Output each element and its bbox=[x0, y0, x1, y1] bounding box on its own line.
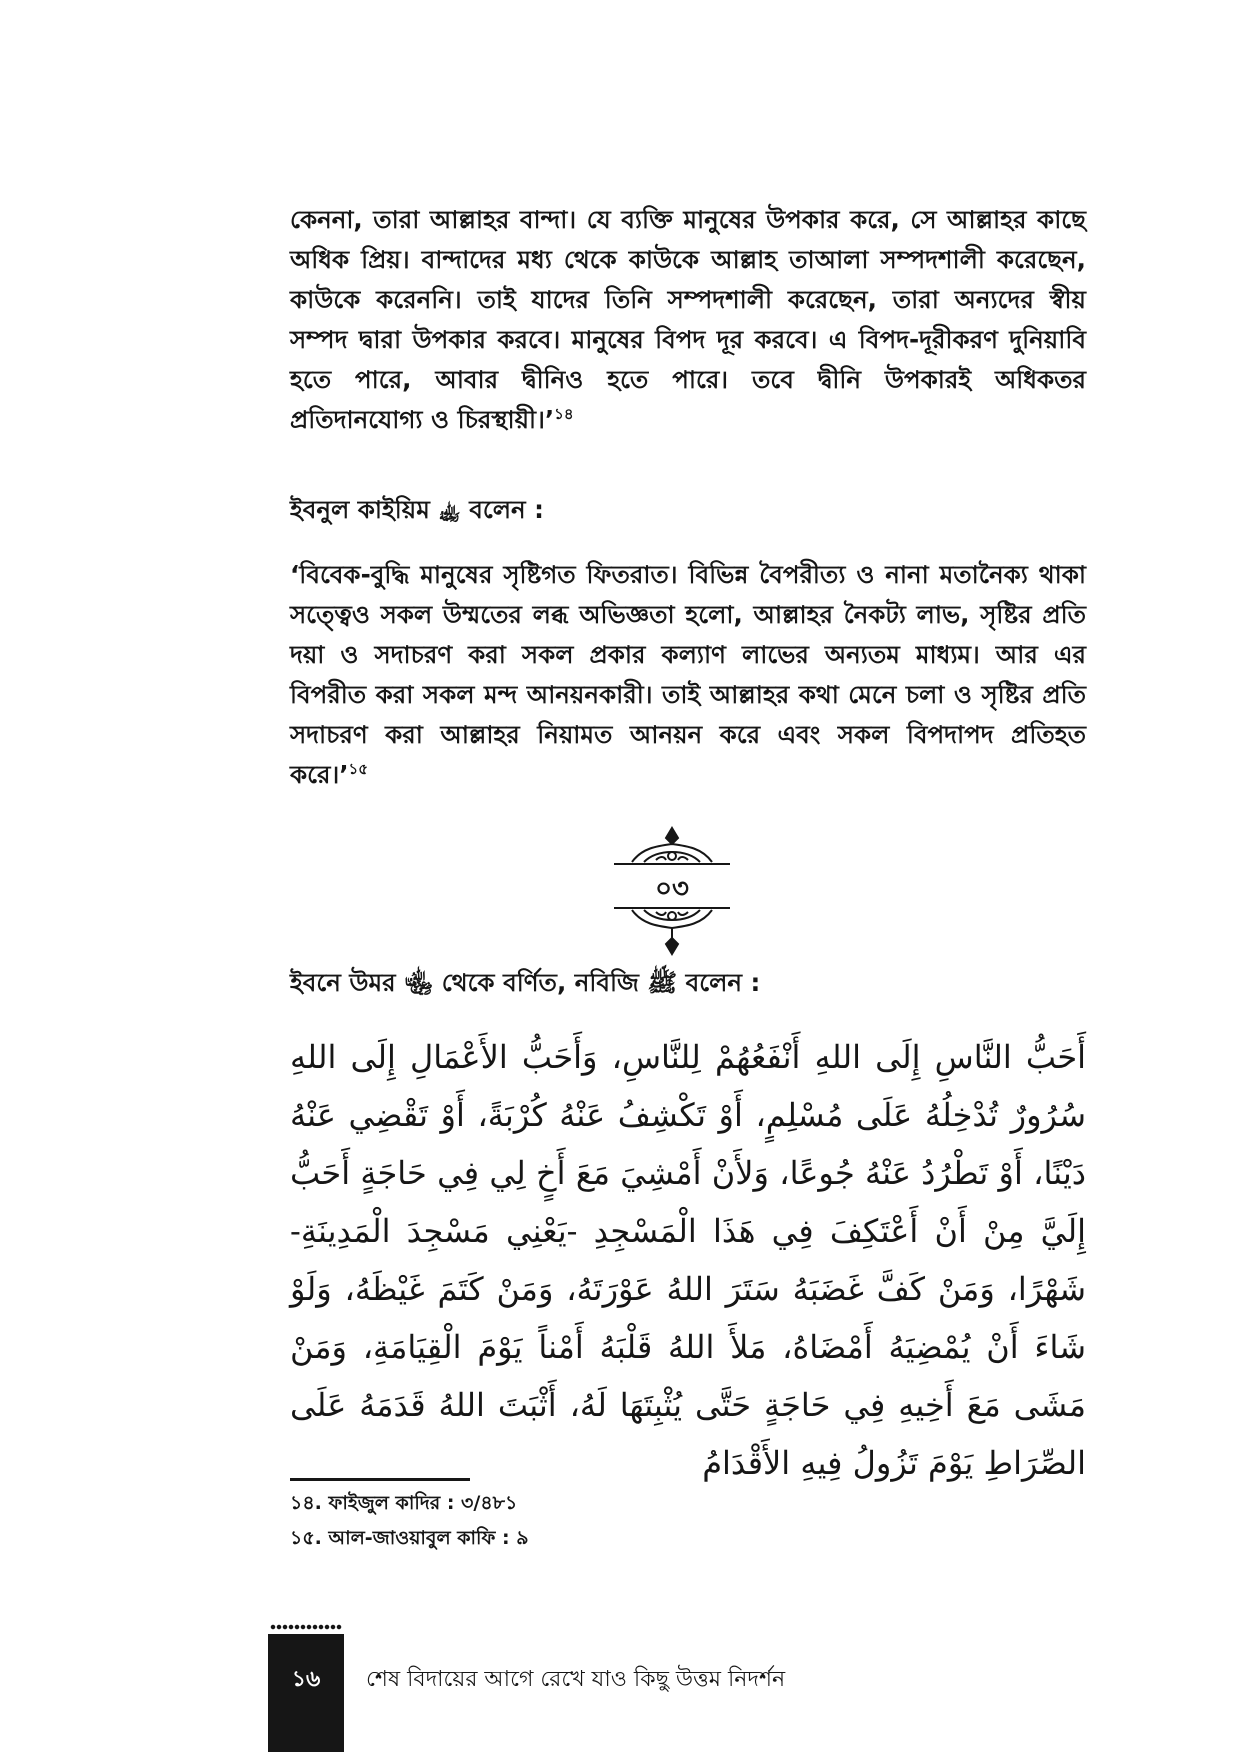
paragraph-1-text: কেননা, তারা আল্লাহর বান্দা। যে ব্যক্তি মানুষের উপকার করে, সে আল্লাহর কাছে অধিক প্রিয়। বান্দাদের মধ্য থেকে কাউকে আল্লাহ তাআলা সম্পদশালী করেছেন, কাউকে করেননি। তাই যাদের তিনি সম্পদশালী করেছেন, তারা অন্যদের স্বীয় সম্পদ দ্বারা উপকার করবে। মানুষের বিপদ দূর করবে। এ বিপদ-দূরীকরণ দুনিয়াবি হতে পারে, আবার দ্বীনিও হতে পারে। তবে দ্বীনি উপকারই অধিকতর প্রতিদানযোগ্য ও চিরস্থায়ী।’ bbox=[290, 205, 1086, 434]
footnote-14: ১৪. ফাইজুল কাদির : ৩/৪৮১ bbox=[290, 1492, 518, 1514]
footnote-15: ১৫. আল-জাওয়াবুল কাফি : ৯ bbox=[290, 1527, 529, 1549]
section-number: ০৩ bbox=[655, 874, 689, 904]
footnote-ref-14: ১৪ bbox=[554, 404, 574, 423]
running-title: শেষ বিদায়ের আগে রেখে যাও কিছু উত্তম নিদর্শন bbox=[366, 1667, 786, 1692]
quote-intro-heading-1: ইবনুল কাইয়িম ﵀ বলেন : bbox=[290, 495, 544, 524]
page-tab-perforation bbox=[270, 1624, 342, 1630]
footnote-ref-15: ১৫ bbox=[348, 759, 368, 778]
page-number: ১৬ bbox=[291, 1667, 321, 1692]
paragraph-2-text: ‘বিবেক-বুদ্ধি মানুষের সৃষ্টিগত ফিতরাত। বিভিন্ন বৈপরীত্য ও নানা মতানৈক্য থাকা সত্ত্বেও সকল উম্মতের লব্ধ অভিজ্ঞতা হলো, আল্লাহর নৈকট্য লাভ, সৃষ্টির প্রতি দয়া ও সদাচরণ করা সকল প্রকার কল্যাণ লাভের অন্যতম মাধ্যম। আর এর বিপরীত করা সকল মন্দ আনয়নকারী। তাই আল্লাহর কথা মেনে চলা ও সৃষ্টির প্রতি সদাচরণ করা আল্লাহর নিয়ামত আনয়ন করে এবং সকল বিপদাপদ প্রতিহত করে।’ bbox=[290, 560, 1086, 789]
quote-intro-heading-2: ইবনে উমর ﵄ থেকে বর্ণিত, নবিজি ﷺ বলেন : bbox=[290, 968, 761, 997]
footnote-divider bbox=[290, 1478, 470, 1481]
arabic-hadith-text: أَحَبُّ النَّاسِ إِلَى اللهِ أَنْفَعُهُمْ لِلنَّاسِ، وَأَحَبُّ الأَعْمَالِ إِلَى اللهِ سُرُورٌ تُدْخِلُهُ عَلَى مُسْلِمٍ، أَوْ تَكْشِفُ عَنْهُ كُرْبَةً، أَوْ تَقْضِي عَنْهُ دَيْنًا، أَوْ تَطْرُدُ عَنْهُ جُوعًا، وَلأَنْ أَمْشِيَ مَعَ أَخٍ لِي فِي حَاجَةٍ أَحَبُّ إِلَيَّ مِنْ أَنْ أَعْتَكِفَ فِي هَذَا الْمَسْجِدِ -يَعْنِي مَسْجِدَ الْمَدِينَةِ- شَهْرًا، وَمَنْ كَفَّ غَضَبَهُ سَتَرَ اللهُ عَوْرَتَهُ، وَمَنْ كَتَمَ غَيْظَهُ، وَلَوْ شَاءَ أَنْ يُمْضِيَهُ أَمْضَاهُ، مَلأَ اللهُ قَلْبَهُ أَمْناً يَوْمَ الْقِيَامَةِ، وَمَنْ مَشَى مَعَ أَخِيهِ فِي حَاجَةٍ حَتَّى يُثْبِتَهَا لَهُ، أَثْبَتَ اللهُ قَدَمَهُ عَلَى الصِّرَاطِ يَوْمَ تَزُولُ فِيهِ الأَقْدَامُ bbox=[290, 1038, 1086, 1482]
body-paragraph-2 bbox=[290, 555, 1086, 795]
body-paragraph-1 bbox=[290, 200, 1086, 440]
